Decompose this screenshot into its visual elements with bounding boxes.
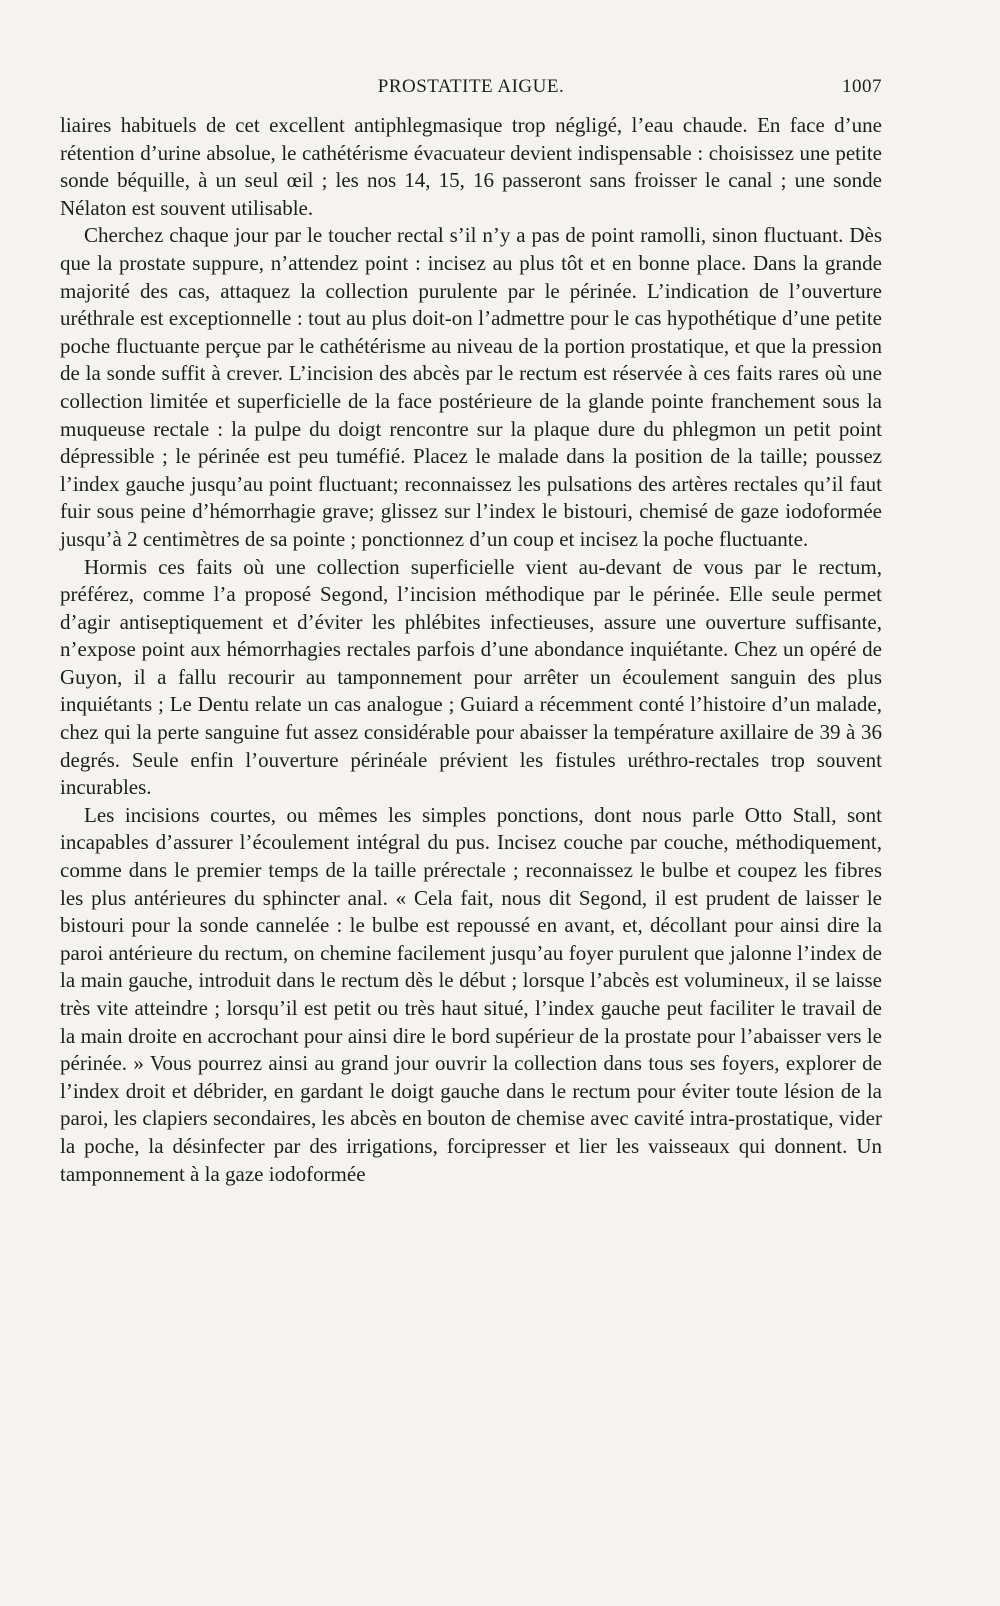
running-title: PROSTATITE AIGUE. (377, 76, 565, 97)
body-text (60, 112, 882, 1188)
paragraph-3: Hormis ces faits où une collection superficielle vient au-devant de vous par le rectum, préférez, comme l’a proposé Segond, l’incision méthodique par le périnée. Elle seule permet d’agir antiseptiquement et d’éviter les phlébites infectieuses, assure une ouverture suffisante, n’expose point aux hémorrhagies rectales parfois d’une abondance inquiétante. Chez un opéré de Guyon, il a fallu recourir au tamponnement pour arrêter un écoulement sanguin des plus inquiétants ; Le Dentu relate un cas analogue ; Guiard a récemment conté l’histoire d’un malade, chez qui la perte sanguine fut assez considérable pour abaisser la température axillaire de 39 à 36 degrés. Seule enfin l’ouverture périnéale prévient les fistules uréthro-rectales trop souvent incurables. (60, 554, 882, 800)
paragraph-1: liaires habituels de cet excellent antiphlegmasique trop négligé, l’eau chaude. En face d’une rétention d’urine absolue, le cathétérisme évacuateur devient indispensable : choisissez une petite sonde béquille, à un seul œil ; les nos 14, 15, 16 passeront sans froisser le canal ; une sonde Nélaton est souvent utilisable. (60, 113, 882, 220)
paragraph-4: Les incisions courtes, ou mêmes les simples ponctions, dont nous parle Otto Stall, sont incapables d’assurer l’écoulement intégral du pus. Incisez couche par couche, méthodiquement, comme dans le premier temps de la taille prérectale ; reconnaissez le bulbe et coupez les fibres les plus antérieures du sphincter anal. « Cela fait, nous dit Segond, il est prudent de laisser le bistouri pour la sonde cannelée : le bulbe est repoussé en avant, et, décollant pour ainsi dire la paroi antérieure du rectum, on chemine facilement jusqu’au foyer purulent que jalonne l’index de la main gauche, introduit dans le rectum dès le début ; lorsque l’abcès est volumineux, il se laisse très vite atteindre ; lorsqu’il est petit ou très haut situé, l’index gauche peut faciliter le travail de la main droite en accrochant pour ainsi dire le bord supérieur de la prostate pour l’abaisser vers le périnée. » Vous pourrez ainsi au grand jour ouvrir la collection dans tous ses foyers, explorer de l’index droit et débrider, en gardant le doigt gauche dans le rectum pour éviter toute lésion de la paroi, les clapiers secondaires, les abcès en bouton de chemise avec cavité intra-prostatique, vider la poche, la désinfecter par des irrigations, forcipresser et lier les vaisseaux qui donnent. Un tamponnement à la gaze iodoformée (60, 802, 882, 1186)
running-header (60, 76, 882, 106)
paragraph-2: Cherchez chaque jour par le toucher rectal s’il n’y a pas de point ramolli, sinon fluctuant. Dès que la prostate suppure, n’attendez point : incisez au plus tôt et en bonne place. Dans la grande majorité des cas, attaquez la collection purulente par le périnée. L’indication de l’ouverture uréthrale est exceptionnelle : tout au plus doit-on l’admettre pour le cas hypothétique d’une petite poche fluctuante perçue par le cathétérisme au niveau de la portion prostatique, et que la pression de la sonde suffit à crever. L’incision des abcès par le rectum est réservée à ces faits rares où une collection limitée et superficielle de la face postérieure de la glande pointe franchement sous la muqueuse rectale : la pulpe du doigt rencontre sur la plaque dure du phlegmon un petit point dépressible ; le périnée est peu tuméfié. Placez le malade dans la position de la taille; poussez l’index gauche jusqu’au point fluctuant; reconnaissez les pulsations des artères rectales qu’il faut fuir sous peine d’hémorrhagie grave; glissez sur l’index le bistouri, chemisé de gaze iodoformée jusqu’à 2 centimètres de sa pointe ; ponctionnez d’un coup et incisez la poche fluctuante. (60, 223, 882, 551)
page-number: 1007 (842, 76, 882, 97)
